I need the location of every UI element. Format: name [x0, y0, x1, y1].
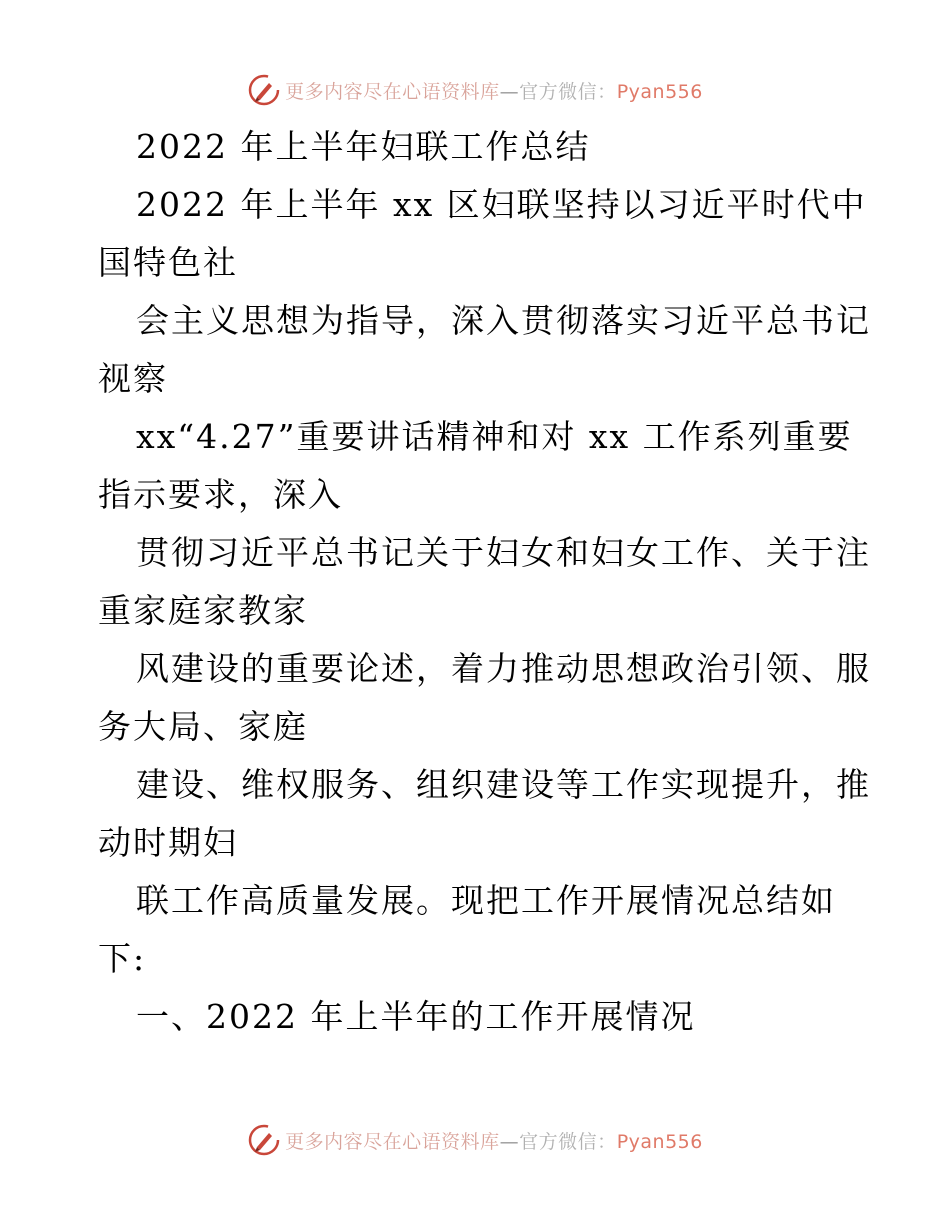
footer-watermark: [0, 1120, 950, 1160]
text-line: 指示要求，深入: [98, 475, 343, 514]
text-line: 贯彻习近平总书记关于妇女和妇女工作、关于注: [136, 533, 871, 572]
watermark-separator: —: [499, 1130, 520, 1153]
text-line: 建设、维权服务、组织建设等工作实现提升，推: [136, 765, 871, 804]
text-line: 联工作高质量发展。现把工作开展情况总结如: [136, 881, 836, 920]
text-line: xx“4.27”重要讲话精神和对 xx 工作系列重要: [136, 417, 853, 456]
header-watermark: [0, 70, 950, 110]
watermark-label: 官方微信：: [519, 80, 617, 103]
document-body: [98, 118, 871, 1046]
watermark-wechat-id: Pyan556: [616, 80, 703, 103]
watermark-label: 官方微信：: [519, 1130, 617, 1153]
watermark-text: [285, 1127, 703, 1154]
section-heading: 一、2022 年上半年的工作开展情况: [136, 997, 696, 1036]
pen-logo-icon: [247, 1123, 281, 1157]
document-title: 2022 年上半年妇联工作总结: [136, 127, 591, 166]
text-line: 风建设的重要论述，着力推动思想政治引领、服: [136, 649, 871, 688]
text-line: 国特色社: [98, 243, 238, 282]
text-line: 动时期妇: [98, 823, 238, 862]
watermark-brand: 更多内容尽在心语资料库: [285, 1130, 500, 1153]
watermark-separator: —: [499, 80, 520, 103]
watermark-text: [285, 77, 703, 104]
text-line: 务大局、家庭: [98, 707, 308, 746]
text-line: 重家庭家教家: [98, 591, 308, 630]
text-line: 视察: [98, 359, 168, 398]
watermark-brand: 更多内容尽在心语资料库: [285, 80, 500, 103]
text-line: 下:: [98, 939, 147, 978]
text-line: 2022 年上半年 xx 区妇联坚持以习近平时代中: [136, 185, 867, 224]
pen-logo-icon: [247, 73, 281, 107]
text-line: 会主义思想为指导，深入贯彻落实习近平总书记: [136, 301, 871, 340]
watermark-wechat-id: Pyan556: [616, 1130, 703, 1153]
